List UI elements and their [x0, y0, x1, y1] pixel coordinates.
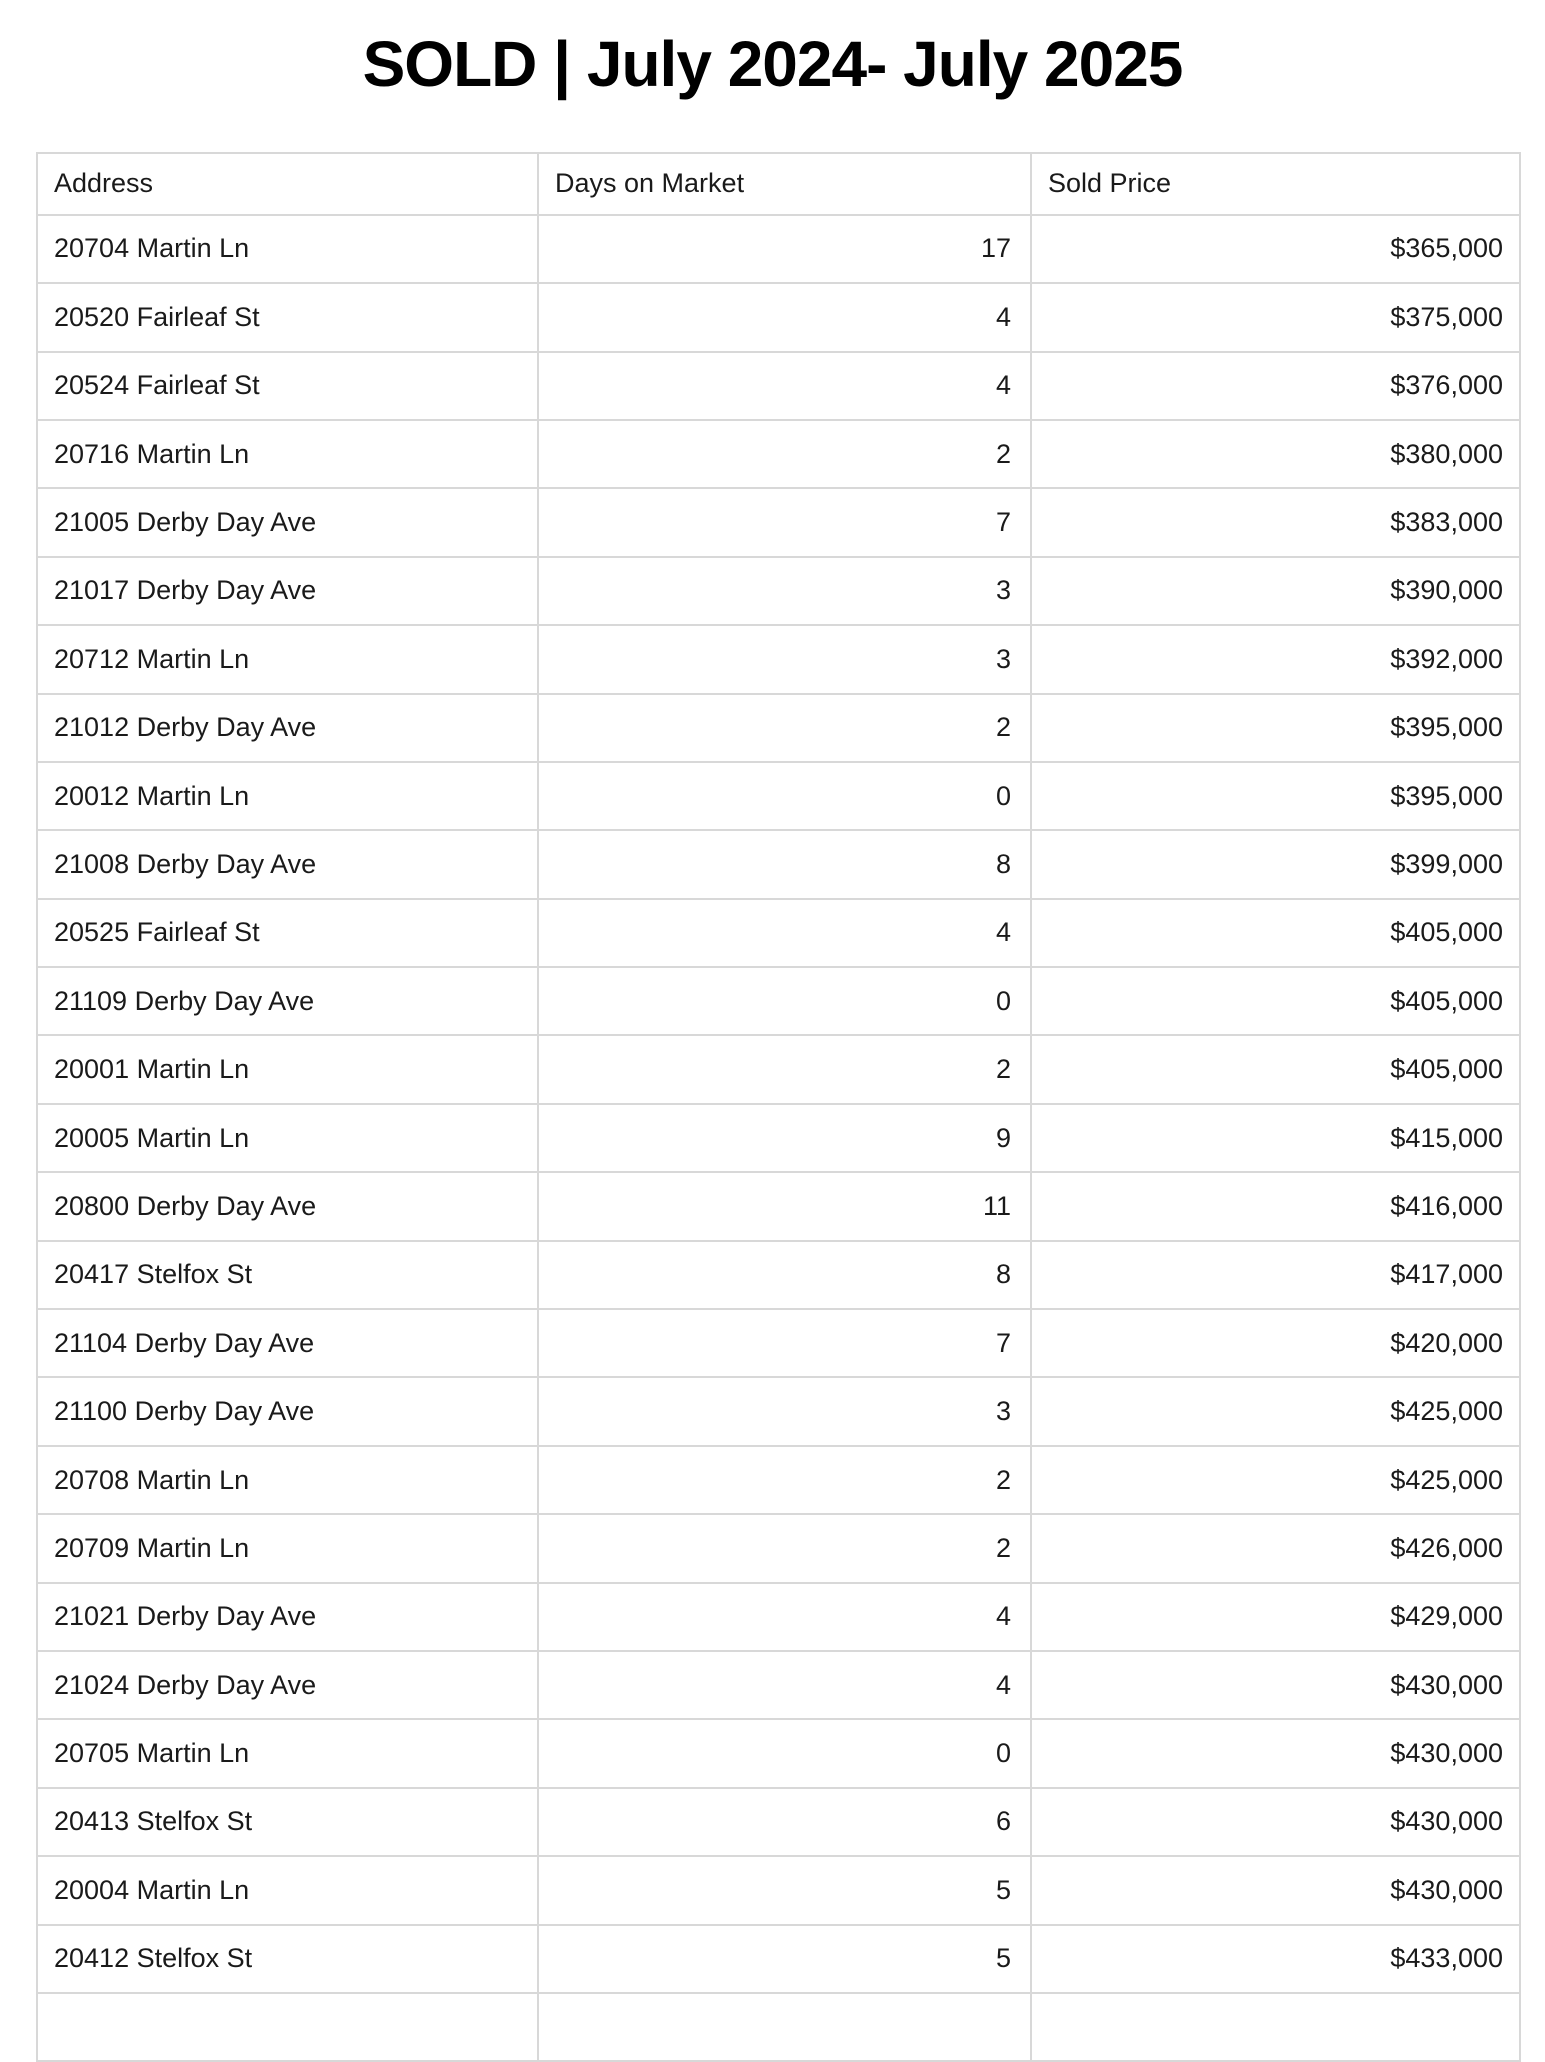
table-row: [37, 1925, 1520, 1993]
address-cell: 21024 Derby Day Ave: [37, 1651, 538, 1719]
table-row: [37, 1241, 1520, 1309]
table-row: [37, 557, 1520, 625]
empty-cell: [37, 1993, 538, 2061]
table-row: [37, 488, 1520, 556]
sold-price-cell: $383,000: [1031, 488, 1520, 556]
days-on-market-cell: 8: [538, 830, 1031, 898]
page: [0, 26, 1545, 2062]
table-row: [37, 1035, 1520, 1103]
days-on-market-cell: 4: [538, 283, 1031, 351]
table-row: [37, 1719, 1520, 1787]
address-cell: 21104 Derby Day Ave: [37, 1309, 538, 1377]
sold-price-cell: $420,000: [1031, 1309, 1520, 1377]
address-cell: 20004 Martin Ln: [37, 1856, 538, 1924]
empty-cell: [1031, 1993, 1520, 2061]
address-cell: 20712 Martin Ln: [37, 625, 538, 693]
days-on-market-cell: 11: [538, 1172, 1031, 1240]
sold-price-cell: $425,000: [1031, 1377, 1520, 1445]
table-row: [37, 1651, 1520, 1719]
sold-price-cell: $430,000: [1031, 1719, 1520, 1787]
address-cell: 20525 Fairleaf St: [37, 899, 538, 967]
address-cell: 20704 Martin Ln: [37, 215, 538, 283]
sold-price-cell: $430,000: [1031, 1651, 1520, 1719]
table-row: [37, 967, 1520, 1035]
table-row: [37, 352, 1520, 420]
table-row: [37, 1788, 1520, 1856]
table-row: [37, 1377, 1520, 1445]
address-cell: 21017 Derby Day Ave: [37, 557, 538, 625]
address-cell: 20800 Derby Day Ave: [37, 1172, 538, 1240]
table-row: [37, 1104, 1520, 1172]
sold-price-cell: $376,000: [1031, 352, 1520, 420]
address-cell: 20012 Martin Ln: [37, 762, 538, 830]
days-on-market-cell: 6: [538, 1788, 1031, 1856]
address-cell: 20412 Stelfox St: [37, 1925, 538, 1993]
address-cell: 20417 Stelfox St: [37, 1241, 538, 1309]
sold-price-cell: $416,000: [1031, 1172, 1520, 1240]
table-row: [37, 420, 1520, 488]
address-cell: 21005 Derby Day Ave: [37, 488, 538, 556]
table-row: [37, 625, 1520, 693]
column-header-address: Address: [37, 153, 538, 215]
address-cell: 20001 Martin Ln: [37, 1035, 538, 1103]
sold-price-cell: $430,000: [1031, 1788, 1520, 1856]
sold-price-cell: $417,000: [1031, 1241, 1520, 1309]
address-cell: 20716 Martin Ln: [37, 420, 538, 488]
sold-price-cell: $429,000: [1031, 1583, 1520, 1651]
table-row: [37, 899, 1520, 967]
sold-price-cell: $425,000: [1031, 1446, 1520, 1514]
address-cell: 20524 Fairleaf St: [37, 352, 538, 420]
table-row: [37, 1514, 1520, 1582]
address-cell: 21109 Derby Day Ave: [37, 967, 538, 1035]
sold-price-cell: $399,000: [1031, 830, 1520, 898]
address-cell: 21008 Derby Day Ave: [37, 830, 538, 898]
table-row-partial: [37, 1993, 1520, 2061]
days-on-market-cell: 4: [538, 1651, 1031, 1719]
days-on-market-cell: 0: [538, 967, 1031, 1035]
table-row: [37, 762, 1520, 830]
column-header-sold-price: Sold Price: [1031, 153, 1520, 215]
days-on-market-cell: 0: [538, 762, 1031, 830]
table-row: [37, 215, 1520, 283]
days-on-market-cell: 17: [538, 215, 1031, 283]
page-title: SOLD | July 2024- July 2025: [362, 28, 1183, 100]
sold-price-cell: $392,000: [1031, 625, 1520, 693]
sold-price-cell: $375,000: [1031, 283, 1520, 351]
days-on-market-cell: 5: [538, 1925, 1031, 1993]
sold-price-cell: $405,000: [1031, 899, 1520, 967]
sold-price-cell: $380,000: [1031, 420, 1520, 488]
days-on-market-cell: 2: [538, 420, 1031, 488]
address-cell: 21021 Derby Day Ave: [37, 1583, 538, 1651]
days-on-market-cell: 5: [538, 1856, 1031, 1924]
days-on-market-cell: 2: [538, 694, 1031, 762]
address-cell: 20705 Martin Ln: [37, 1719, 538, 1787]
table-row: [37, 283, 1520, 351]
address-cell: 20709 Martin Ln: [37, 1514, 538, 1582]
sold-price-cell: $415,000: [1031, 1104, 1520, 1172]
sold-price-cell: $405,000: [1031, 967, 1520, 1035]
sold-price-cell: $395,000: [1031, 762, 1520, 830]
column-header-days-on-market: Days on Market: [538, 153, 1031, 215]
days-on-market-cell: 3: [538, 625, 1031, 693]
header-row: [37, 153, 1520, 215]
sold-table: [36, 152, 1521, 2062]
days-on-market-cell: 2: [538, 1446, 1031, 1514]
days-on-market-cell: 4: [538, 899, 1031, 967]
table-row: [37, 1583, 1520, 1651]
sold-price-cell: $395,000: [1031, 694, 1520, 762]
empty-cell: [538, 1993, 1031, 2061]
sold-price-cell: $365,000: [1031, 215, 1520, 283]
sold-price-cell: $426,000: [1031, 1514, 1520, 1582]
days-on-market-cell: 3: [538, 557, 1031, 625]
address-cell: 20520 Fairleaf St: [37, 283, 538, 351]
days-on-market-cell: 2: [538, 1035, 1031, 1103]
days-on-market-cell: 7: [538, 1309, 1031, 1377]
address-cell: 20413 Stelfox St: [37, 1788, 538, 1856]
sold-price-cell: $405,000: [1031, 1035, 1520, 1103]
table-row: [37, 1856, 1520, 1924]
table-row: [37, 694, 1520, 762]
address-cell: 21100 Derby Day Ave: [37, 1377, 538, 1445]
table-row: [37, 830, 1520, 898]
address-cell: 20005 Martin Ln: [37, 1104, 538, 1172]
sold-price-cell: $390,000: [1031, 557, 1520, 625]
days-on-market-cell: 4: [538, 352, 1031, 420]
days-on-market-cell: 3: [538, 1377, 1031, 1445]
address-cell: 20708 Martin Ln: [37, 1446, 538, 1514]
days-on-market-cell: 0: [538, 1719, 1031, 1787]
sold-price-cell: $433,000: [1031, 1925, 1520, 1993]
days-on-market-cell: 2: [538, 1514, 1031, 1582]
table-row: [37, 1172, 1520, 1240]
days-on-market-cell: 7: [538, 488, 1031, 556]
days-on-market-cell: 8: [538, 1241, 1031, 1309]
sold-price-cell: $430,000: [1031, 1856, 1520, 1924]
table-row: [37, 1446, 1520, 1514]
days-on-market-cell: 4: [538, 1583, 1031, 1651]
days-on-market-cell: 9: [538, 1104, 1031, 1172]
address-cell: 21012 Derby Day Ave: [37, 694, 538, 762]
table-row: [37, 1309, 1520, 1377]
